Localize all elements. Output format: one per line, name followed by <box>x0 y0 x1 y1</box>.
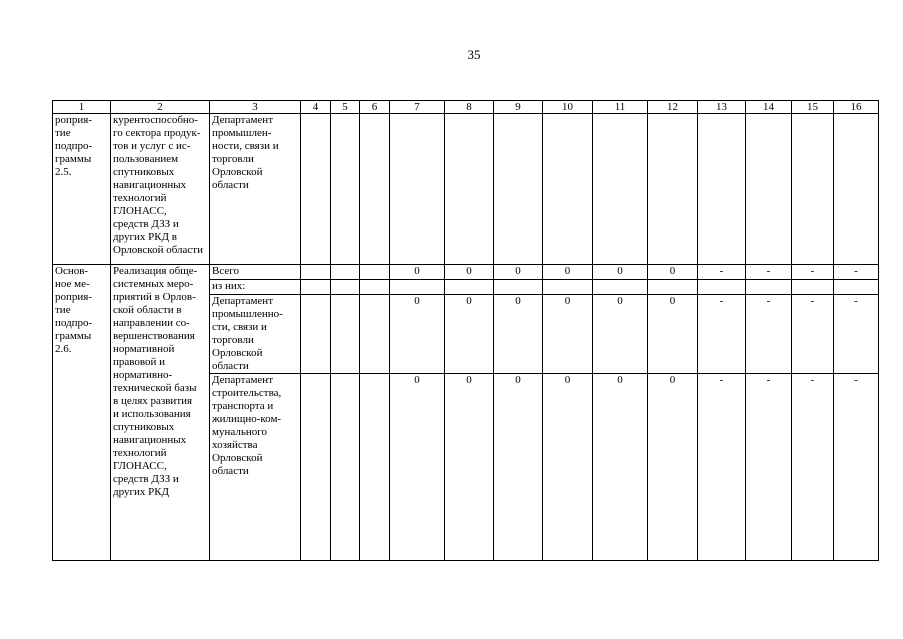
header-cell: 12 <box>648 101 698 114</box>
value-cell: 0 <box>593 295 648 374</box>
value-cell: - <box>698 295 746 374</box>
event-code-cell: Основ- ное ме- роприя- тие подпро- граммы 2.6. <box>53 265 111 561</box>
header-cell: 15 <box>792 101 834 114</box>
header-cell: 4 <box>301 101 331 114</box>
header-cell: 9 <box>494 101 543 114</box>
value-cell: 0 <box>543 265 593 280</box>
table-header-row <box>53 101 879 114</box>
value-cell: - <box>698 374 746 561</box>
executor-cell: Департамент промышлен- ности, связи и торговли Орловской области <box>210 114 301 265</box>
value-cell: 0 <box>494 374 543 561</box>
program-table <box>52 100 879 561</box>
value-cell: - <box>792 374 834 561</box>
value-cell <box>301 374 331 561</box>
value-cell <box>331 295 360 374</box>
value-cell: 0 <box>445 374 494 561</box>
value-cell <box>301 265 331 280</box>
value-cell: 0 <box>593 265 648 280</box>
value-cell: 0 <box>648 265 698 280</box>
value-cell: 0 <box>445 265 494 280</box>
value-cell: 0 <box>593 374 648 561</box>
total-label-cell: Всего <box>210 265 301 280</box>
event-description-cell: курентоспособно- го сектора продук- тов и услуг с ис- пользованием спутниковых навигационных технологий ГЛОНАСС, средств ДЗЗ и других РКД в Орловской области <box>111 114 210 265</box>
value-cell: - <box>792 265 834 280</box>
value-cell: - <box>698 265 746 280</box>
value-cell <box>360 265 390 280</box>
header-cell: 1 <box>53 101 111 114</box>
header-cell: 8 <box>445 101 494 114</box>
table-row <box>53 114 879 265</box>
event-code-cell: роприя- тие подпро- граммы 2.5. <box>53 114 111 265</box>
header-cell: 16 <box>834 101 879 114</box>
value-cell <box>301 295 331 374</box>
value-cell <box>360 295 390 374</box>
value-cell: - <box>792 295 834 374</box>
header-cell: 14 <box>746 101 792 114</box>
table-row-total <box>53 265 879 280</box>
value-cell: - <box>746 265 792 280</box>
value-cell: 0 <box>494 265 543 280</box>
value-cell: - <box>746 295 792 374</box>
executor-cell: Департамент строительства, транспорта и жилищно-ком- мунального хозяйства Орловской области <box>210 374 301 561</box>
value-cell: - <box>834 265 879 280</box>
value-cell: 0 <box>390 295 445 374</box>
value-cell <box>360 374 390 561</box>
header-cell: 11 <box>593 101 648 114</box>
value-cell: 0 <box>390 374 445 561</box>
including-label-cell: из них: <box>210 280 301 295</box>
value-cell: - <box>834 374 879 561</box>
header-cell: 13 <box>698 101 746 114</box>
value-cell: 0 <box>543 374 593 561</box>
value-cell: 0 <box>390 265 445 280</box>
value-cell <box>331 265 360 280</box>
header-cell: 5 <box>331 101 360 114</box>
value-cell: - <box>746 374 792 561</box>
header-cell: 2 <box>111 101 210 114</box>
header-cell: 3 <box>210 101 301 114</box>
header-cell: 10 <box>543 101 593 114</box>
value-cell <box>331 374 360 561</box>
header-cell: 6 <box>360 101 390 114</box>
value-cell: 0 <box>445 295 494 374</box>
value-cell: 0 <box>543 295 593 374</box>
executor-cell: Департамент промышленно- сти, связи и торговли Орловской области <box>210 295 301 374</box>
event-description-cell: Реализация обще- системных меро- приятий в Орлов- ской области в направлении со- вершенствования нормативной правовой и нормативно- технической базы в целях развития и использования спутниковых навигационных технологий ГЛОНАСС, средств ДЗЗ и других РКД <box>111 265 210 561</box>
value-cell: - <box>834 295 879 374</box>
header-cell: 7 <box>390 101 445 114</box>
value-cell: 0 <box>494 295 543 374</box>
value-cell: 0 <box>648 374 698 561</box>
value-cell: 0 <box>648 295 698 374</box>
page-number: 35 <box>467 47 481 62</box>
